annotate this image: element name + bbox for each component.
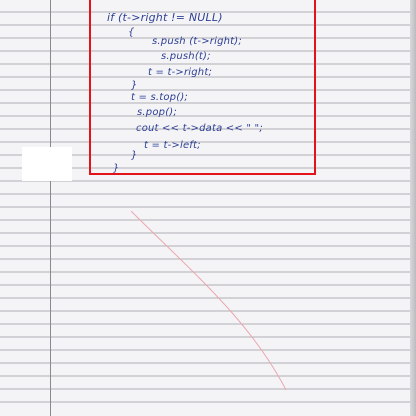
code-line-pop: s.pop(); [137, 107, 177, 118]
highlight-box [89, 0, 316, 175]
blank-patch [22, 147, 72, 181]
code-line-if: if (t->right != NULL) [107, 11, 223, 24]
code-line-close-brace-2: } [131, 150, 138, 161]
code-line-close-brace-3: } [113, 163, 120, 174]
code-line-cout: cout << t->data << " "; [136, 123, 263, 134]
code-line-close-brace-1: } [131, 80, 138, 91]
code-line-push-t: s.push(t); [161, 51, 211, 62]
code-line-open-brace: { [128, 27, 135, 38]
code-line-assign-right: t = t->right; [148, 67, 213, 78]
code-line-assign-left: t = t->left; [144, 140, 201, 151]
page-edge [410, 0, 416, 416]
code-line-push-right: s.push (t->right); [152, 36, 242, 47]
code-line-top: t = s.top(); [131, 92, 189, 103]
